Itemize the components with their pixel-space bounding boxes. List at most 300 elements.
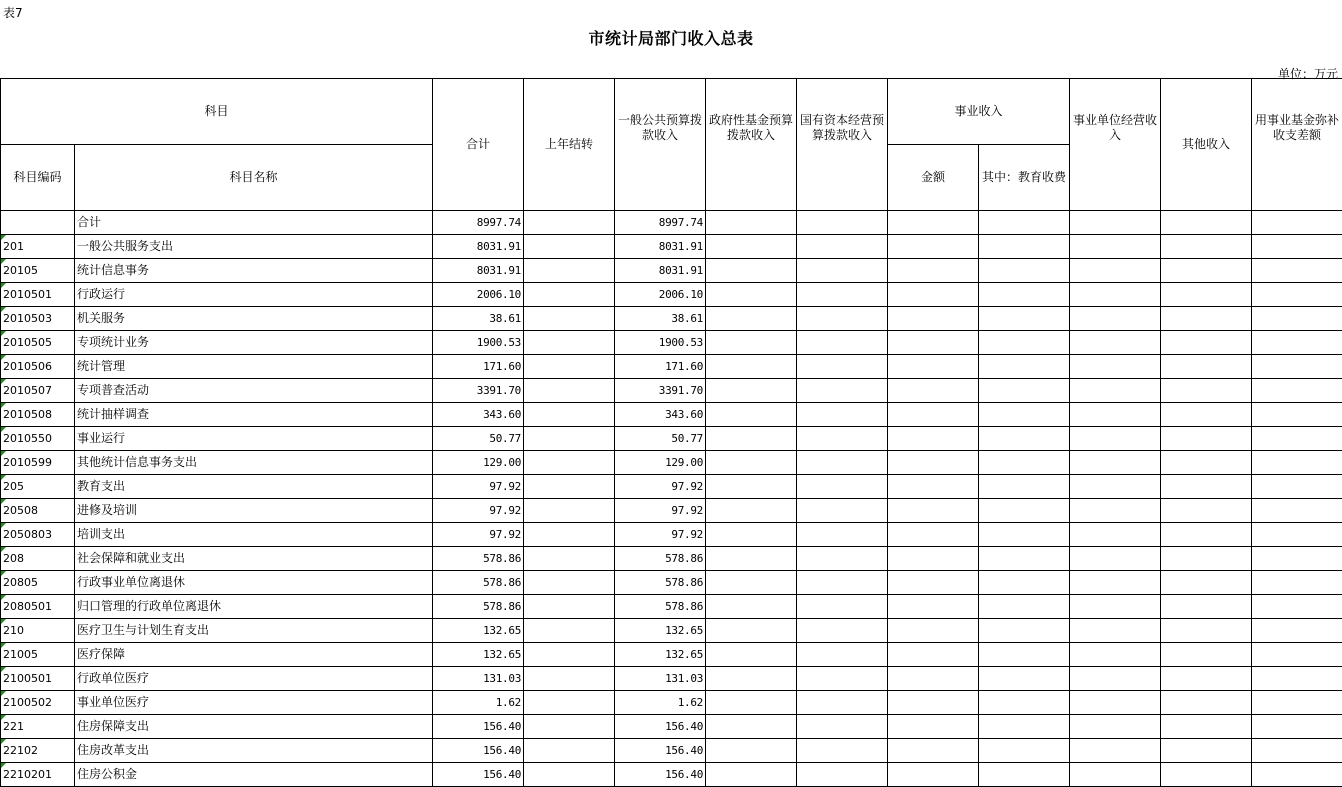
cell-subject-name[interactable]: 行政事业单位离退休 <box>75 571 433 595</box>
cell-subject-code[interactable]: 2010503 <box>1 307 75 331</box>
cell-operating-income[interactable] <box>1070 355 1161 379</box>
cell-subject-name[interactable]: 合计 <box>75 211 433 235</box>
cell-subject-code[interactable]: 2010505 <box>1 331 75 355</box>
cell-general-budget[interactable]: 343.60 <box>615 403 706 427</box>
cell-total[interactable]: 132.65 <box>433 643 524 667</box>
cell-carryover[interactable] <box>524 715 615 739</box>
cell-business-amount[interactable] <box>888 763 979 787</box>
cell-state-capital[interactable] <box>797 499 888 523</box>
cell-carryover[interactable] <box>524 691 615 715</box>
cell-general-budget[interactable]: 578.86 <box>615 595 706 619</box>
cell-other-income[interactable] <box>1161 235 1252 259</box>
cell-business-amount[interactable] <box>888 331 979 355</box>
cell-fund-supplement[interactable] <box>1252 283 1342 307</box>
cell-operating-income[interactable] <box>1070 331 1161 355</box>
cell-operating-income[interactable] <box>1070 523 1161 547</box>
cell-gov-fund[interactable] <box>706 691 797 715</box>
cell-general-budget[interactable]: 131.03 <box>615 667 706 691</box>
cell-total[interactable]: 97.92 <box>433 475 524 499</box>
cell-gov-fund[interactable] <box>706 235 797 259</box>
cell-gov-fund[interactable] <box>706 571 797 595</box>
cell-business-amount[interactable] <box>888 619 979 643</box>
cell-fund-supplement[interactable] <box>1252 571 1342 595</box>
cell-carryover[interactable] <box>524 523 615 547</box>
cell-gov-fund[interactable] <box>706 763 797 787</box>
cell-business-amount[interactable] <box>888 715 979 739</box>
cell-fund-supplement[interactable] <box>1252 547 1342 571</box>
cell-subject-code[interactable]: 2010506 <box>1 355 75 379</box>
cell-subject-name[interactable]: 进修及培训 <box>75 499 433 523</box>
cell-state-capital[interactable] <box>797 379 888 403</box>
cell-subject-code[interactable]: 20805 <box>1 571 75 595</box>
cell-gov-fund[interactable] <box>706 523 797 547</box>
cell-carryover[interactable] <box>524 595 615 619</box>
cell-business-edu[interactable] <box>979 331 1070 355</box>
cell-total[interactable]: 132.65 <box>433 619 524 643</box>
cell-other-income[interactable] <box>1161 547 1252 571</box>
cell-carryover[interactable] <box>524 547 615 571</box>
cell-subject-name[interactable]: 医疗保障 <box>75 643 433 667</box>
cell-other-income[interactable] <box>1161 643 1252 667</box>
cell-other-income[interactable] <box>1161 403 1252 427</box>
cell-business-amount[interactable] <box>888 643 979 667</box>
cell-operating-income[interactable] <box>1070 667 1161 691</box>
cell-gov-fund[interactable] <box>706 355 797 379</box>
cell-total[interactable]: 8997.74 <box>433 211 524 235</box>
cell-business-edu[interactable] <box>979 763 1070 787</box>
cell-gov-fund[interactable] <box>706 715 797 739</box>
cell-subject-code[interactable]: 2010550 <box>1 427 75 451</box>
cell-carryover[interactable] <box>524 211 615 235</box>
cell-business-amount[interactable] <box>888 283 979 307</box>
cell-general-budget[interactable]: 171.60 <box>615 355 706 379</box>
cell-general-budget[interactable]: 8031.91 <box>615 259 706 283</box>
cell-subject-code[interactable]: 2080501 <box>1 595 75 619</box>
cell-gov-fund[interactable] <box>706 403 797 427</box>
cell-subject-code[interactable]: 2210201 <box>1 763 75 787</box>
cell-fund-supplement[interactable] <box>1252 763 1342 787</box>
cell-subject-name[interactable]: 机关服务 <box>75 307 433 331</box>
cell-fund-supplement[interactable] <box>1252 643 1342 667</box>
cell-subject-code[interactable]: 2100502 <box>1 691 75 715</box>
cell-business-amount[interactable] <box>888 427 979 451</box>
cell-general-budget[interactable]: 1.62 <box>615 691 706 715</box>
cell-operating-income[interactable] <box>1070 427 1161 451</box>
cell-total[interactable]: 578.86 <box>433 595 524 619</box>
cell-general-budget[interactable]: 132.65 <box>615 643 706 667</box>
cell-state-capital[interactable] <box>797 475 888 499</box>
cell-other-income[interactable] <box>1161 427 1252 451</box>
cell-carryover[interactable] <box>524 283 615 307</box>
cell-business-amount[interactable] <box>888 571 979 595</box>
cell-subject-code[interactable]: 2010507 <box>1 379 75 403</box>
cell-state-capital[interactable] <box>797 427 888 451</box>
cell-business-amount[interactable] <box>888 235 979 259</box>
cell-subject-name[interactable]: 专项统计业务 <box>75 331 433 355</box>
cell-fund-supplement[interactable] <box>1252 235 1342 259</box>
cell-subject-code[interactable]: 20105 <box>1 259 75 283</box>
cell-subject-name[interactable]: 住房改革支出 <box>75 739 433 763</box>
cell-subject-code[interactable]: 21005 <box>1 643 75 667</box>
cell-general-budget[interactable]: 132.65 <box>615 619 706 643</box>
cell-other-income[interactable] <box>1161 283 1252 307</box>
cell-fund-supplement[interactable] <box>1252 715 1342 739</box>
cell-total[interactable]: 3391.70 <box>433 379 524 403</box>
cell-fund-supplement[interactable] <box>1252 475 1342 499</box>
cell-total[interactable]: 131.03 <box>433 667 524 691</box>
cell-fund-supplement[interactable] <box>1252 739 1342 763</box>
cell-carryover[interactable] <box>524 451 615 475</box>
cell-business-edu[interactable] <box>979 715 1070 739</box>
cell-other-income[interactable] <box>1161 691 1252 715</box>
cell-total[interactable]: 97.92 <box>433 499 524 523</box>
cell-fund-supplement[interactable] <box>1252 499 1342 523</box>
cell-fund-supplement[interactable] <box>1252 331 1342 355</box>
cell-other-income[interactable] <box>1161 571 1252 595</box>
cell-carryover[interactable] <box>524 667 615 691</box>
cell-gov-fund[interactable] <box>706 619 797 643</box>
cell-state-capital[interactable] <box>797 571 888 595</box>
cell-general-budget[interactable]: 578.86 <box>615 547 706 571</box>
cell-subject-name[interactable]: 事业单位医疗 <box>75 691 433 715</box>
cell-business-amount[interactable] <box>888 739 979 763</box>
cell-general-budget[interactable]: 38.61 <box>615 307 706 331</box>
cell-business-edu[interactable] <box>979 451 1070 475</box>
cell-business-edu[interactable] <box>979 307 1070 331</box>
cell-state-capital[interactable] <box>797 355 888 379</box>
cell-operating-income[interactable] <box>1070 643 1161 667</box>
cell-other-income[interactable] <box>1161 595 1252 619</box>
cell-subject-name[interactable]: 事业运行 <box>75 427 433 451</box>
cell-state-capital[interactable] <box>797 235 888 259</box>
cell-other-income[interactable] <box>1161 259 1252 283</box>
cell-fund-supplement[interactable] <box>1252 667 1342 691</box>
cell-business-edu[interactable] <box>979 739 1070 763</box>
cell-carryover[interactable] <box>524 379 615 403</box>
cell-subject-code[interactable]: 2010508 <box>1 403 75 427</box>
cell-carryover[interactable] <box>524 763 615 787</box>
cell-carryover[interactable] <box>524 475 615 499</box>
cell-business-amount[interactable] <box>888 691 979 715</box>
cell-business-amount[interactable] <box>888 523 979 547</box>
cell-gov-fund[interactable] <box>706 451 797 475</box>
cell-total[interactable]: 8031.91 <box>433 259 524 283</box>
header-fund-supplement: 用事业基金弥补收支差额 <box>1252 79 1342 211</box>
cell-state-capital[interactable] <box>797 763 888 787</box>
cell-business-amount[interactable] <box>888 259 979 283</box>
cell-subject-name[interactable]: 培训支出 <box>75 523 433 547</box>
cell-operating-income[interactable] <box>1070 715 1161 739</box>
cell-subject-name[interactable]: 其他统计信息事务支出 <box>75 451 433 475</box>
cell-other-income[interactable] <box>1161 451 1252 475</box>
cell-total[interactable]: 578.86 <box>433 571 524 595</box>
cell-business-edu[interactable] <box>979 523 1070 547</box>
cell-total[interactable]: 578.86 <box>433 547 524 571</box>
cell-operating-income[interactable] <box>1070 547 1161 571</box>
cell-subject-code[interactable]: 205 <box>1 475 75 499</box>
cell-business-amount[interactable] <box>888 547 979 571</box>
cell-operating-income[interactable] <box>1070 235 1161 259</box>
cell-other-income[interactable] <box>1161 523 1252 547</box>
cell-other-income[interactable] <box>1161 667 1252 691</box>
cell-business-amount[interactable] <box>888 355 979 379</box>
cell-general-budget[interactable]: 156.40 <box>615 715 706 739</box>
cell-state-capital[interactable] <box>797 739 888 763</box>
cell-subject-code[interactable]: 2010599 <box>1 451 75 475</box>
cell-state-capital[interactable] <box>797 691 888 715</box>
cell-subject-name[interactable]: 住房保障支出 <box>75 715 433 739</box>
cell-operating-income[interactable] <box>1070 283 1161 307</box>
cell-business-edu[interactable] <box>979 211 1070 235</box>
cell-carryover[interactable] <box>524 619 615 643</box>
cell-carryover[interactable] <box>524 307 615 331</box>
cell-other-income[interactable] <box>1161 739 1252 763</box>
cell-subject-code[interactable]: 2050803 <box>1 523 75 547</box>
cell-subject-name[interactable]: 专项普查活动 <box>75 379 433 403</box>
cell-state-capital[interactable] <box>797 211 888 235</box>
cell-business-amount[interactable] <box>888 379 979 403</box>
cell-operating-income[interactable] <box>1070 259 1161 283</box>
cell-fund-supplement[interactable] <box>1252 427 1342 451</box>
cell-general-budget[interactable]: 8031.91 <box>615 235 706 259</box>
cell-general-budget[interactable]: 1900.53 <box>615 331 706 355</box>
cell-subject-name[interactable]: 社会保障和就业支出 <box>75 547 433 571</box>
cell-business-edu[interactable] <box>979 691 1070 715</box>
cell-total[interactable]: 1900.53 <box>433 331 524 355</box>
cell-other-income[interactable] <box>1161 355 1252 379</box>
table-row <box>1 355 1342 379</box>
cell-business-amount[interactable] <box>888 403 979 427</box>
cell-general-budget[interactable]: 129.00 <box>615 451 706 475</box>
cell-carryover[interactable] <box>524 427 615 451</box>
cell-business-edu[interactable] <box>979 403 1070 427</box>
cell-carryover[interactable] <box>524 643 615 667</box>
cell-fund-supplement[interactable] <box>1252 307 1342 331</box>
cell-state-capital[interactable] <box>797 307 888 331</box>
cell-subject-code[interactable]: 201 <box>1 235 75 259</box>
unit-label: 单位：万元 <box>1278 65 1338 82</box>
cell-total[interactable]: 156.40 <box>433 763 524 787</box>
cell-subject-code[interactable]: 22102 <box>1 739 75 763</box>
cell-business-edu[interactable] <box>979 235 1070 259</box>
cell-business-edu[interactable] <box>979 571 1070 595</box>
cell-gov-fund[interactable] <box>706 547 797 571</box>
cell-subject-name[interactable]: 教育支出 <box>75 475 433 499</box>
table-row <box>1 619 1342 643</box>
table-row <box>1 691 1342 715</box>
cell-carryover[interactable] <box>524 331 615 355</box>
cell-general-budget[interactable]: 8997.74 <box>615 211 706 235</box>
cell-business-edu[interactable] <box>979 355 1070 379</box>
cell-state-capital[interactable] <box>797 619 888 643</box>
cell-business-amount[interactable] <box>888 211 979 235</box>
cell-operating-income[interactable] <box>1070 403 1161 427</box>
table-row <box>1 571 1342 595</box>
cell-subject-name[interactable]: 行政运行 <box>75 283 433 307</box>
cell-operating-income[interactable] <box>1070 619 1161 643</box>
cell-total[interactable]: 2006.10 <box>433 283 524 307</box>
cell-subject-code[interactable] <box>1 211 75 235</box>
cell-operating-income[interactable] <box>1070 211 1161 235</box>
cell-business-amount[interactable] <box>888 595 979 619</box>
cell-carryover[interactable] <box>524 355 615 379</box>
cell-operating-income[interactable] <box>1070 571 1161 595</box>
cell-operating-income[interactable] <box>1070 691 1161 715</box>
cell-subject-name[interactable]: 统计管理 <box>75 355 433 379</box>
cell-business-edu[interactable] <box>979 595 1070 619</box>
cell-business-edu[interactable] <box>979 379 1070 403</box>
cell-other-income[interactable] <box>1161 715 1252 739</box>
cell-subject-name[interactable]: 归口管理的行政单位离退休 <box>75 595 433 619</box>
header-subject-code: 科目编码 <box>1 145 75 211</box>
cell-fund-supplement[interactable] <box>1252 355 1342 379</box>
cell-subject-code[interactable]: 2100501 <box>1 667 75 691</box>
cell-operating-income[interactable] <box>1070 379 1161 403</box>
cell-business-amount[interactable] <box>888 499 979 523</box>
cell-other-income[interactable] <box>1161 763 1252 787</box>
cell-business-edu[interactable] <box>979 427 1070 451</box>
cell-gov-fund[interactable] <box>706 283 797 307</box>
cell-general-budget[interactable]: 156.40 <box>615 739 706 763</box>
cell-state-capital[interactable] <box>797 715 888 739</box>
cell-fund-supplement[interactable] <box>1252 379 1342 403</box>
cell-carryover[interactable] <box>524 499 615 523</box>
cell-subject-name[interactable]: 统计抽样调查 <box>75 403 433 427</box>
cell-business-edu[interactable] <box>979 499 1070 523</box>
cell-business-edu[interactable] <box>979 667 1070 691</box>
cell-general-budget[interactable]: 97.92 <box>615 475 706 499</box>
cell-state-capital[interactable] <box>797 643 888 667</box>
cell-operating-income[interactable] <box>1070 307 1161 331</box>
cell-gov-fund[interactable] <box>706 307 797 331</box>
cell-other-income[interactable] <box>1161 499 1252 523</box>
header-row-1 <box>1 79 1342 145</box>
cell-gov-fund[interactable] <box>706 475 797 499</box>
cell-business-edu[interactable] <box>979 619 1070 643</box>
cell-subject-code[interactable]: 2010501 <box>1 283 75 307</box>
cell-total[interactable]: 171.60 <box>433 355 524 379</box>
cell-subject-name[interactable]: 住房公积金 <box>75 763 433 787</box>
cell-total[interactable]: 97.92 <box>433 523 524 547</box>
cell-business-edu[interactable] <box>979 547 1070 571</box>
cell-operating-income[interactable] <box>1070 763 1161 787</box>
cell-total[interactable]: 1.62 <box>433 691 524 715</box>
cell-gov-fund[interactable] <box>706 499 797 523</box>
cell-general-budget[interactable]: 2006.10 <box>615 283 706 307</box>
cell-state-capital[interactable] <box>797 523 888 547</box>
cell-state-capital[interactable] <box>797 283 888 307</box>
cell-business-edu[interactable] <box>979 283 1070 307</box>
cell-business-amount[interactable] <box>888 307 979 331</box>
cell-gov-fund[interactable] <box>706 739 797 763</box>
cell-fund-supplement[interactable] <box>1252 595 1342 619</box>
cell-total[interactable]: 343.60 <box>433 403 524 427</box>
cell-operating-income[interactable] <box>1070 739 1161 763</box>
cell-total[interactable]: 156.40 <box>433 715 524 739</box>
cell-total[interactable]: 156.40 <box>433 739 524 763</box>
cell-fund-supplement[interactable] <box>1252 403 1342 427</box>
cell-business-edu[interactable] <box>979 643 1070 667</box>
cell-general-budget[interactable]: 97.92 <box>615 499 706 523</box>
cell-carryover[interactable] <box>524 739 615 763</box>
header-business-edu: 其中：教育收费 <box>979 145 1070 211</box>
cell-general-budget[interactable]: 578.86 <box>615 571 706 595</box>
cell-operating-income[interactable] <box>1070 451 1161 475</box>
cell-gov-fund[interactable] <box>706 595 797 619</box>
cell-state-capital[interactable] <box>797 403 888 427</box>
cell-business-edu[interactable] <box>979 475 1070 499</box>
cell-total[interactable]: 8031.91 <box>433 235 524 259</box>
cell-fund-supplement[interactable] <box>1252 619 1342 643</box>
cell-other-income[interactable] <box>1161 211 1252 235</box>
cell-carryover[interactable] <box>524 235 615 259</box>
cell-subject-name[interactable]: 统计信息事务 <box>75 259 433 283</box>
cell-gov-fund[interactable] <box>706 379 797 403</box>
cell-other-income[interactable] <box>1161 619 1252 643</box>
cell-state-capital[interactable] <box>797 595 888 619</box>
cell-fund-supplement[interactable] <box>1252 451 1342 475</box>
cell-total[interactable]: 38.61 <box>433 307 524 331</box>
cell-carryover[interactable] <box>524 571 615 595</box>
cell-state-capital[interactable] <box>797 259 888 283</box>
cell-general-budget[interactable]: 50.77 <box>615 427 706 451</box>
cell-fund-supplement[interactable] <box>1252 259 1342 283</box>
cell-subject-code[interactable]: 210 <box>1 619 75 643</box>
cell-total[interactable]: 129.00 <box>433 451 524 475</box>
cell-other-income[interactable] <box>1161 379 1252 403</box>
cell-state-capital[interactable] <box>797 331 888 355</box>
cell-general-budget[interactable]: 156.40 <box>615 763 706 787</box>
cell-operating-income[interactable] <box>1070 499 1161 523</box>
cell-business-amount[interactable] <box>888 451 979 475</box>
cell-other-income[interactable] <box>1161 331 1252 355</box>
cell-gov-fund[interactable] <box>706 643 797 667</box>
cell-fund-supplement[interactable] <box>1252 691 1342 715</box>
cell-gov-fund[interactable] <box>706 259 797 283</box>
cell-business-amount[interactable] <box>888 667 979 691</box>
cell-business-edu[interactable] <box>979 259 1070 283</box>
cell-operating-income[interactable] <box>1070 475 1161 499</box>
cell-subject-name[interactable]: 一般公共服务支出 <box>75 235 433 259</box>
cell-subject-code[interactable]: 20508 <box>1 499 75 523</box>
cell-state-capital[interactable] <box>797 667 888 691</box>
cell-fund-supplement[interactable] <box>1252 211 1342 235</box>
header-total: 合计 <box>433 79 524 211</box>
cell-general-budget[interactable]: 97.92 <box>615 523 706 547</box>
cell-gov-fund[interactable] <box>706 211 797 235</box>
cell-fund-supplement[interactable] <box>1252 523 1342 547</box>
cell-subject-name[interactable]: 医疗卫生与计划生育支出 <box>75 619 433 643</box>
cell-total[interactable]: 50.77 <box>433 427 524 451</box>
cell-gov-fund[interactable] <box>706 331 797 355</box>
cell-gov-fund[interactable] <box>706 667 797 691</box>
cell-carryover[interactable] <box>524 403 615 427</box>
cell-subject-code[interactable]: 221 <box>1 715 75 739</box>
cell-state-capital[interactable] <box>797 451 888 475</box>
cell-state-capital[interactable] <box>797 547 888 571</box>
header-carryover: 上年结转 <box>524 79 615 211</box>
cell-business-amount[interactable] <box>888 475 979 499</box>
cell-carryover[interactable] <box>524 259 615 283</box>
cell-other-income[interactable] <box>1161 475 1252 499</box>
cell-other-income[interactable] <box>1161 307 1252 331</box>
cell-general-budget[interactable]: 3391.70 <box>615 379 706 403</box>
cell-subject-code[interactable]: 208 <box>1 547 75 571</box>
cell-gov-fund[interactable] <box>706 427 797 451</box>
cell-subject-name[interactable]: 行政单位医疗 <box>75 667 433 691</box>
table-row <box>1 427 1342 451</box>
cell-operating-income[interactable] <box>1070 595 1161 619</box>
